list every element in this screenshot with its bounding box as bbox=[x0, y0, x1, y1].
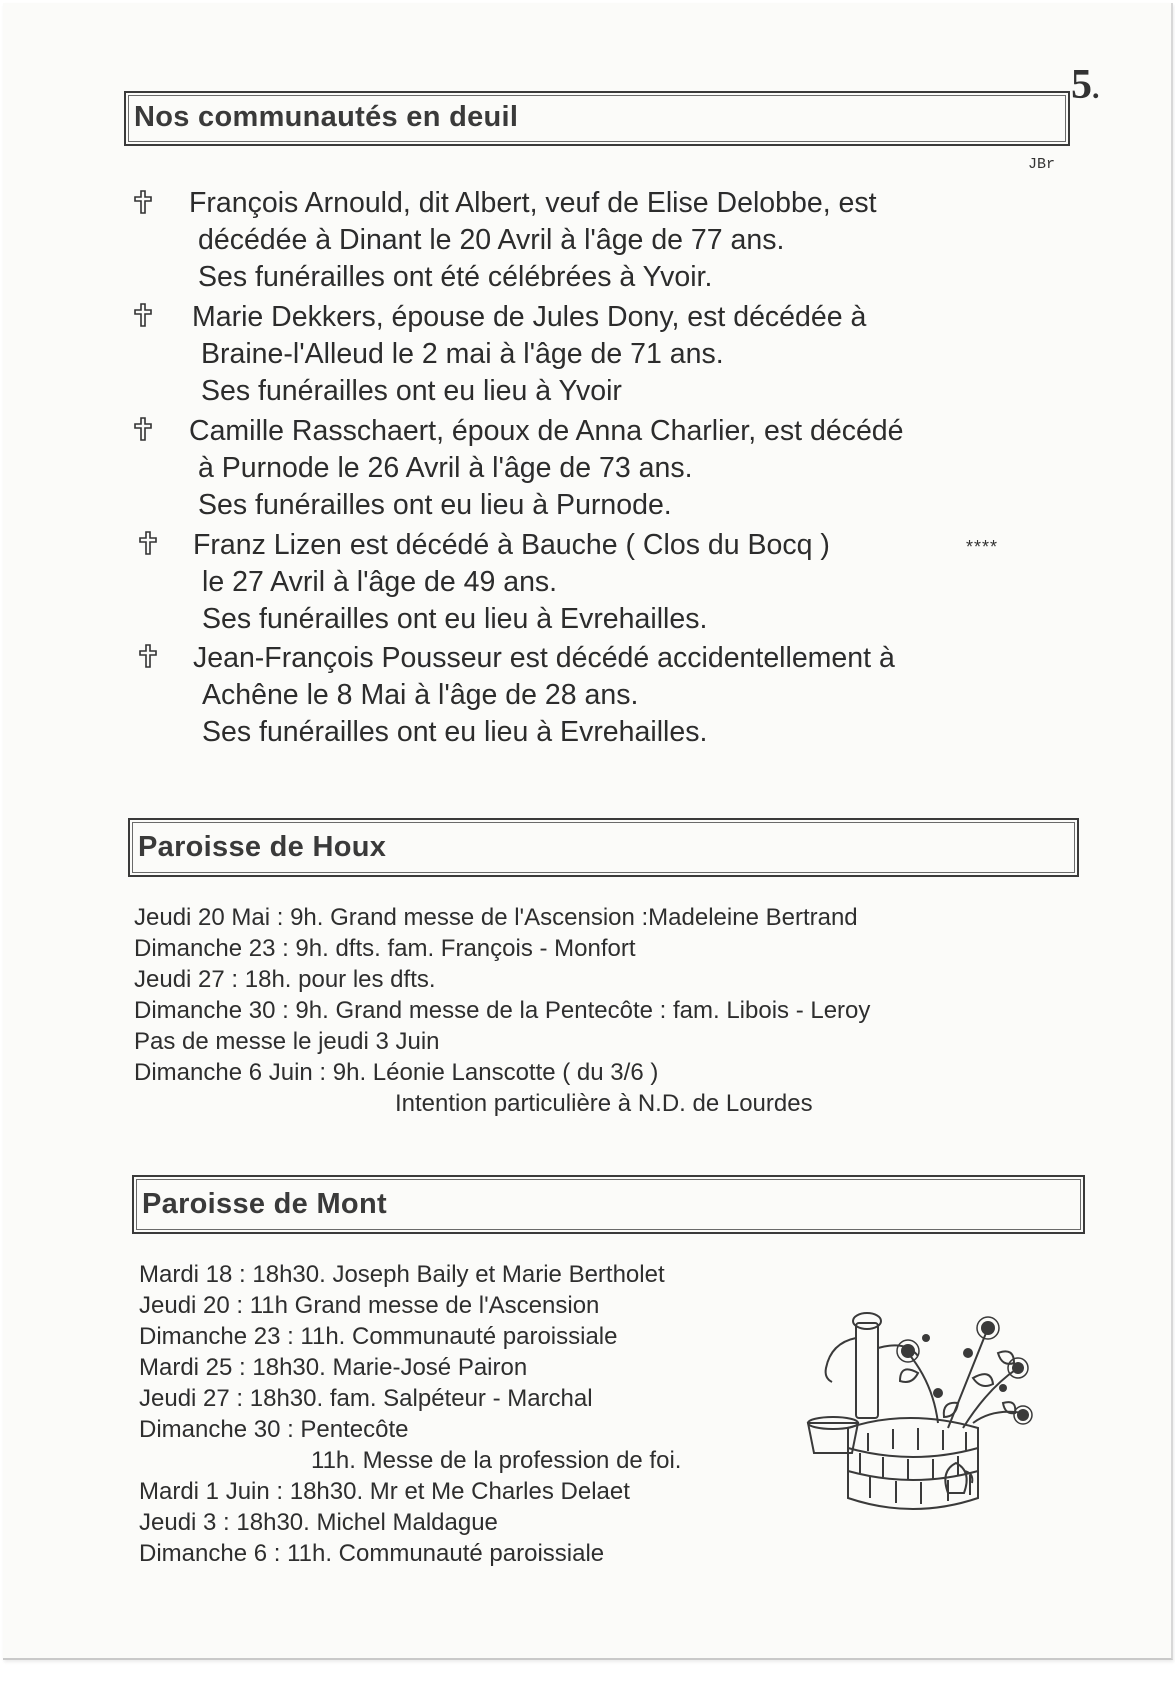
latin-cross-icon bbox=[139, 644, 157, 668]
obituary-entry bbox=[193, 527, 830, 638]
schedule-line: Jeudi 3 : 18h30. Michel Maldague bbox=[139, 1509, 498, 1536]
schedule-mont bbox=[139, 1259, 681, 1569]
section-title-deuil: Nos communautés en deuil bbox=[134, 101, 519, 133]
obituary-entry bbox=[192, 299, 866, 410]
obituary-line: Franz Lizen est décédé à Bauche ( Clos du Bocq ) bbox=[193, 529, 830, 561]
latin-cross-icon bbox=[134, 303, 152, 327]
schedule-line: Pas de messe le jeudi 3 Juin bbox=[134, 1028, 440, 1055]
schedule-line: Dimanche 30 : Pentecôte bbox=[139, 1416, 409, 1443]
obituary-line: Ses funérailles ont eu lieu à Purnode. bbox=[198, 489, 672, 521]
author-initials: JBr bbox=[1028, 156, 1056, 173]
obituary-entry bbox=[193, 640, 895, 751]
obituary-line: Braine-l'Alleud le 2 mai à l'âge de 71 ans. bbox=[201, 338, 724, 370]
obituary-entry bbox=[189, 413, 904, 524]
schedule-line: Mardi 18 : 18h30. Joseph Baily et Marie Bertholet bbox=[139, 1261, 665, 1288]
obituary-line: Ses funérailles ont eu lieu à Evrehailles. bbox=[202, 716, 708, 748]
obituary-entry bbox=[189, 185, 877, 296]
obituary-line: à Purnode le 26 Avril à l'âge de 73 ans. bbox=[198, 452, 693, 484]
latin-cross-icon bbox=[139, 531, 157, 555]
schedule-line: Dimanche 6 : 11h. Communauté paroissiale bbox=[139, 1540, 605, 1567]
obituary-line: Marie Dekkers, épouse de Jules Dony, est décédée à bbox=[192, 301, 867, 333]
section-header-deuil bbox=[124, 91, 1070, 146]
obituary-line: décédée à Dinant le 20 Avril à l'âge de 77 ans. bbox=[198, 224, 785, 256]
latin-cross-icon bbox=[134, 417, 152, 441]
schedule-line: Dimanche 30 : 9h. Grand messe de la Pentecôte : fam. Libois - Leroy bbox=[134, 997, 871, 1024]
obituary-line: Ses funérailles ont eu lieu à Yvoir bbox=[201, 375, 622, 407]
obituary-line: Ses funérailles ont été célébrées à Yvoir. bbox=[198, 261, 713, 293]
schedule-line: Dimanche 23 : 11h. Communauté paroissiale bbox=[139, 1323, 618, 1350]
schedule-line: Mardi 25 : 18h30. Marie-José Pairon bbox=[139, 1354, 528, 1381]
section-header-houx bbox=[128, 818, 1079, 877]
document-page bbox=[3, 3, 1173, 1660]
schedule-houx bbox=[134, 902, 870, 1119]
schedule-line: 11h. Messe de la profession de foi. bbox=[311, 1447, 682, 1474]
page-number-value: 5 bbox=[1071, 62, 1092, 108]
obituary-line: le 27 Avril à l'âge de 49 ans. bbox=[202, 566, 558, 598]
page-number bbox=[1071, 61, 1100, 109]
latin-cross-icon bbox=[134, 190, 152, 214]
obituary-line: François Arnould, dit Albert, veuf de Elise Delobbe, est bbox=[189, 187, 877, 219]
page-number-dot: . bbox=[1092, 72, 1100, 105]
obituary-line: Ses funérailles ont eu lieu à Evrehailles. bbox=[202, 603, 708, 635]
schedule-line: Intention particulière à N.D. de Lourdes bbox=[395, 1090, 813, 1117]
schedule-line: Dimanche 23 : 9h. dfts. fam. François - Monfort bbox=[134, 935, 636, 962]
schedule-line: Mardi 1 Juin : 18h30. Mr et Me Charles Delaet bbox=[139, 1478, 630, 1505]
well-flowers-illustration bbox=[798, 1293, 1038, 1533]
schedule-line: Jeudi 27 : 18h. pour les dfts. bbox=[134, 966, 436, 993]
obituary-line: Achêne le 8 Mai à l'âge de 28 ans. bbox=[202, 679, 639, 711]
asterisks-marker: **** bbox=[966, 537, 999, 557]
section-title-mont: Paroisse de Mont bbox=[142, 1188, 387, 1220]
obituary-line: Jean-François Pousseur est décédé accidentellement à bbox=[193, 642, 895, 674]
schedule-line: Jeudi 20 Mai : 9h. Grand messe de l'Ascension :Madeleine Bertrand bbox=[134, 904, 858, 931]
obituary-line: Camille Rasschaert, époux de Anna Charlier, est décédé bbox=[189, 415, 904, 447]
schedule-line: Jeudi 20 : 11h Grand messe de l'Ascension bbox=[139, 1292, 600, 1319]
section-title-houx: Paroisse de Houx bbox=[138, 831, 387, 863]
section-header-mont bbox=[132, 1175, 1085, 1234]
schedule-line: Dimanche 6 Juin : 9h. Léonie Lanscotte ( du 3/6 ) bbox=[134, 1059, 659, 1086]
schedule-line: Jeudi 27 : 18h30. fam. Salpéteur - Marchal bbox=[139, 1385, 593, 1412]
